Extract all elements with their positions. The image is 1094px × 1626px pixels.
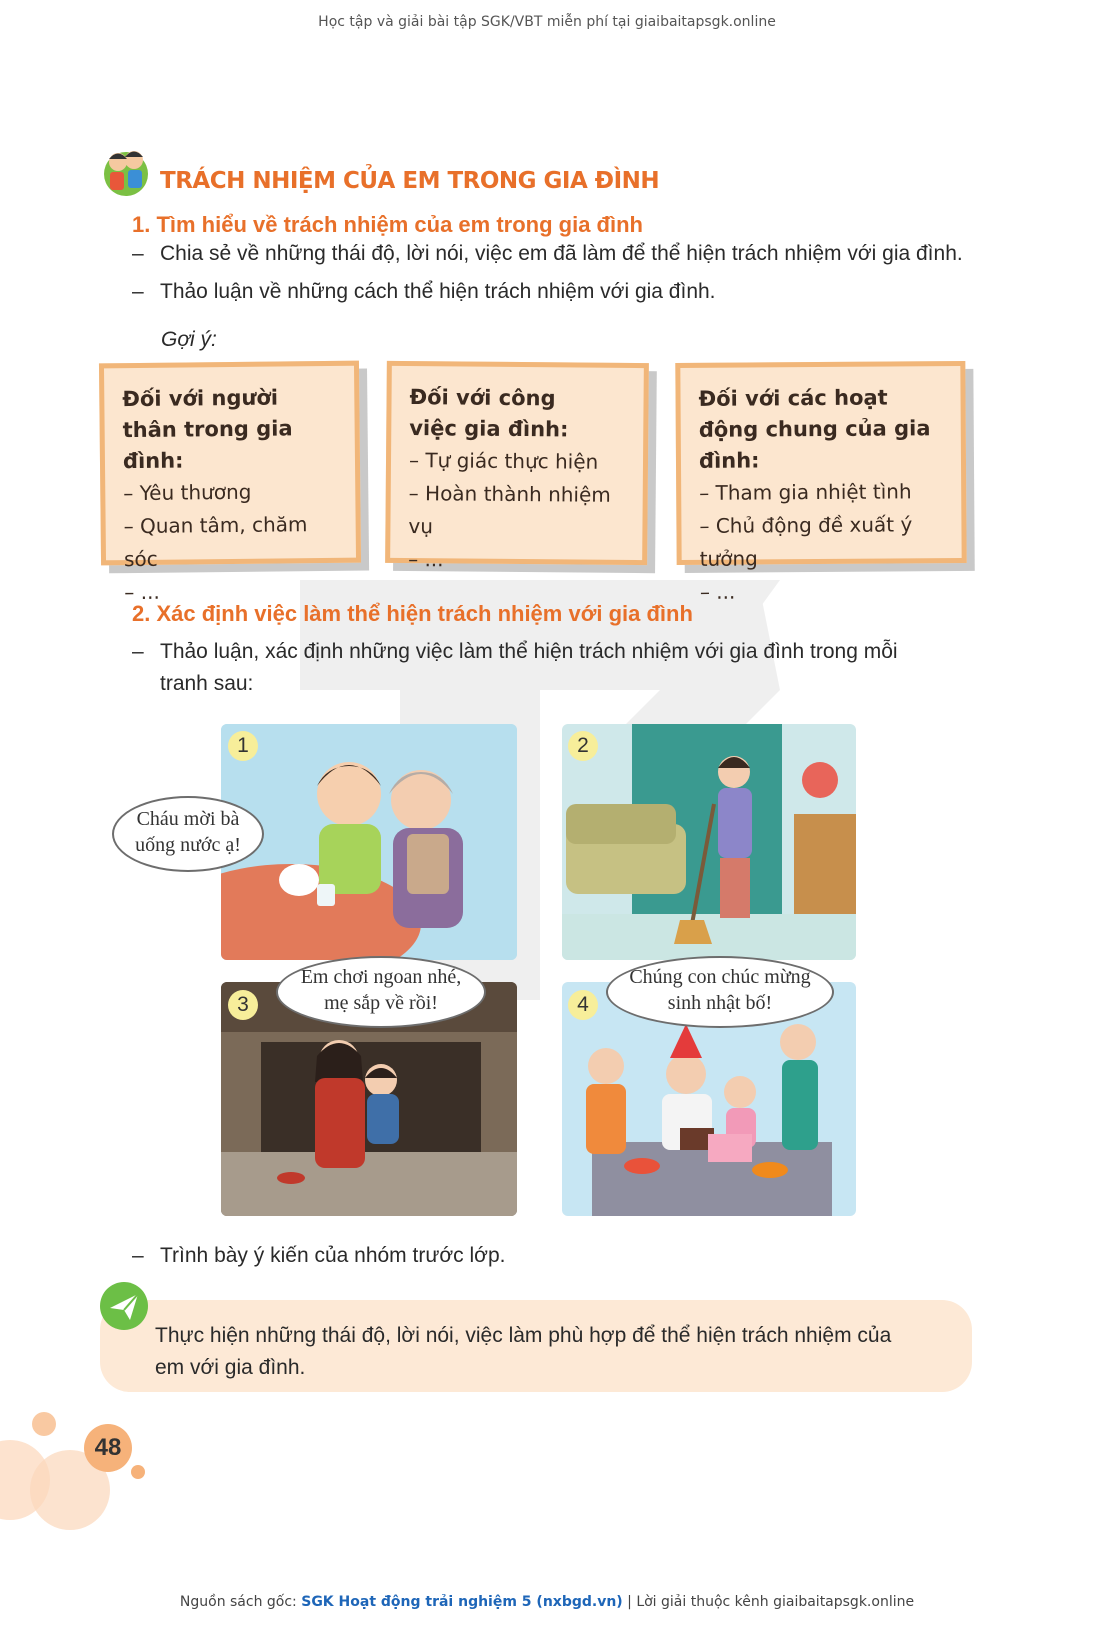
card-activities-item-2: – Chủ động đề xuất ý tưởng (699, 512, 913, 571)
footer-source-link[interactable]: SGK Hoạt động trải nghiệm 5 (nxbgd.vn) (301, 1594, 623, 1610)
speech-bubble-1-line2: uống nước ạ! (135, 834, 241, 856)
part2-heading: 2. Xác định việc làm thể hiện trách nhiệm với gia đình (132, 601, 693, 626)
speech-bubble-4-line2: sinh nhật bố! (667, 992, 773, 1014)
card-relatives-item-3: – ... (124, 579, 160, 605)
card-activities-item-3: – ... (699, 579, 736, 604)
section-title: TRÁCH NHIỆM CỦA EM TRONG GIA ĐÌNH (160, 168, 660, 194)
page-header-text: Học tập và giải bài tập SGK/VBT miễn phí tại giaibaitapsgk.online (318, 14, 776, 30)
card-housework (385, 361, 649, 572)
picture-4-number: 4 (568, 990, 598, 1020)
card-housework-item-1: – Tự giác thực hiện (408, 448, 599, 474)
speech-bubble-3-line1: Em chơi ngoan nhé, (300, 966, 462, 988)
card-relatives-title: Đối với người thân trong gia đình: (122, 385, 293, 474)
card-relatives (99, 361, 361, 605)
card-housework-item-2: – Hoàn thành nhiệm vụ (408, 481, 611, 539)
part1-bullet-2: – Thảo luận về những cách thể hiện trách nhiệm với gia đình. (132, 280, 716, 303)
footer-prefix: Nguồn sách gốc: (179, 1594, 302, 1610)
paper-plane-icon (98, 1280, 150, 1332)
part1-bullet-1-text: Chia sẻ về những thái độ, lời nói, việc em đã làm để thể hiện trách nhiệm với gia đình. (160, 242, 963, 265)
speech-bubble-4-line1: Chúng con chúc mừng (629, 966, 811, 988)
illustration-1 (221, 724, 517, 960)
card-housework-title: Đối với công việc gia đình: (409, 385, 569, 442)
card-activities-item-1: – Tham gia nhiệt tình (699, 479, 912, 505)
page-footer (0, 1594, 1094, 1610)
part2-bullet-2-text: Trình bày ý kiến của nhóm trước lớp. (160, 1244, 506, 1267)
hint-label: Gợi ý: (161, 328, 217, 351)
part2-bullet-1-line2: tranh sau: (160, 672, 254, 695)
card-activities (675, 361, 966, 604)
picture-2-number: 2 (568, 731, 598, 761)
decorative-circles (0, 1400, 160, 1530)
card-relatives-item-2: – Quan tâm, chăm sóc (123, 512, 308, 572)
part1-heading: 1. Tìm hiểu về trách nhiệm của em trong gia đình (132, 212, 643, 237)
speech-bubble-1-line1: Cháu mời bà (136, 808, 240, 830)
part2-bullet-1: – Thảo luận, xác định những việc làm thể hiện trách nhiệm với gia đình trong mỗi tranh sau: (132, 640, 898, 695)
part2-bullet-1-line1: Thảo luận, xác định những việc làm thể hiện trách nhiệm với gia đình trong mỗi (160, 640, 898, 663)
speech-bubble-3 (276, 956, 486, 1028)
part1-bullet-1: – Chia sẻ về những thái độ, lời nói, việc em đã làm để thể hiện trách nhiệm với gia đình. (132, 242, 963, 265)
card-housework-item-3: – ... (408, 547, 444, 572)
speech-bubble-3-line2: mẹ sắp về rồi! (324, 992, 438, 1014)
card-relatives-item-1: – Yêu thương (123, 479, 252, 506)
summary-line-1: Thực hiện những thái độ, lời nói, việc làm phù hợp để thể hiện trách nhiệm của (155, 1324, 892, 1347)
part2-bullet-2: – Trình bày ý kiến của nhóm trước lớp. (132, 1244, 506, 1267)
speech-bubble-1 (112, 796, 264, 872)
card-activities-title: Đối với các hoạt động chung của gia đình: (698, 385, 931, 473)
footer-suffix: | Lời giải thuộc kênh giaibaitapsgk.online (622, 1594, 915, 1610)
picture-1-number: 1 (228, 731, 258, 761)
page-number: 48 (84, 1424, 132, 1472)
summary-text (155, 1320, 955, 1384)
illustration-2 (562, 724, 856, 960)
kids-icon (98, 144, 154, 198)
summary-line-2: em với gia đình. (155, 1356, 306, 1379)
picture-3-number: 3 (228, 990, 258, 1020)
part1-bullet-2-text: Thảo luận về những cách thể hiện trách nhiệm với gia đình. (160, 280, 716, 303)
speech-bubble-4 (606, 956, 834, 1028)
